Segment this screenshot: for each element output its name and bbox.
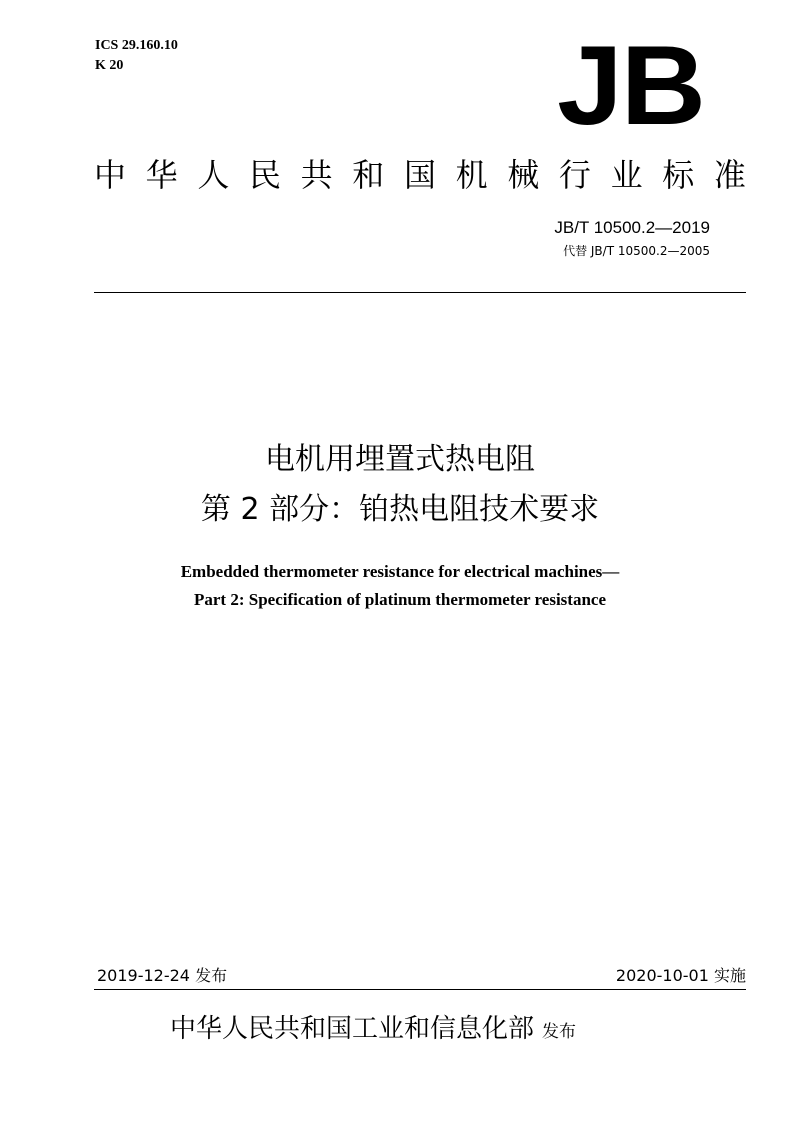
- title-char: 机: [455, 156, 488, 194]
- title-char: 械: [507, 156, 540, 194]
- bottom-divider: [94, 989, 746, 990]
- classification-code: K 20: [95, 58, 124, 73]
- ics-code: ICS 29.160.10: [95, 38, 178, 53]
- title-char: 中: [94, 156, 127, 194]
- title-char: 标: [662, 156, 695, 194]
- chinese-title-line-1: 电机用埋置式热电阻: [265, 442, 535, 477]
- title-char: 国: [403, 156, 436, 194]
- jb-logo: JB: [557, 23, 704, 149]
- standard-category-title: [94, 155, 746, 195]
- title-char: 共: [300, 156, 333, 194]
- title-char: 民: [248, 156, 281, 194]
- title-char: 人: [197, 156, 230, 194]
- title-char: 业: [610, 156, 643, 194]
- publisher: [170, 1012, 576, 1049]
- standard-number: JB/T 10500.2—2019: [554, 218, 710, 237]
- title-char: 准: [713, 156, 746, 194]
- replaces-standard: 代替 JB/T 10500.2—2005: [563, 244, 710, 258]
- english-title-line-2: Part 2: Specification of platinum thermometer resistance: [193, 590, 606, 609]
- publisher-name: 中华人民共和国工业和信息化部: [170, 1014, 535, 1044]
- publish-date: 2019-12-24 发布: [97, 966, 228, 985]
- chinese-title-line-2: 第 2 部分：铂热电阻技术要求: [200, 492, 600, 527]
- implement-date: 2020-10-01 实施: [615, 966, 746, 985]
- title-char: 华: [145, 156, 178, 194]
- title-char: 和: [352, 156, 385, 194]
- top-divider: [94, 292, 746, 293]
- english-title-line-1: Embedded thermometer resistance for electrical machines—: [180, 562, 620, 581]
- publisher-suffix: 发布: [542, 1022, 577, 1042]
- title-char: 行: [558, 156, 591, 194]
